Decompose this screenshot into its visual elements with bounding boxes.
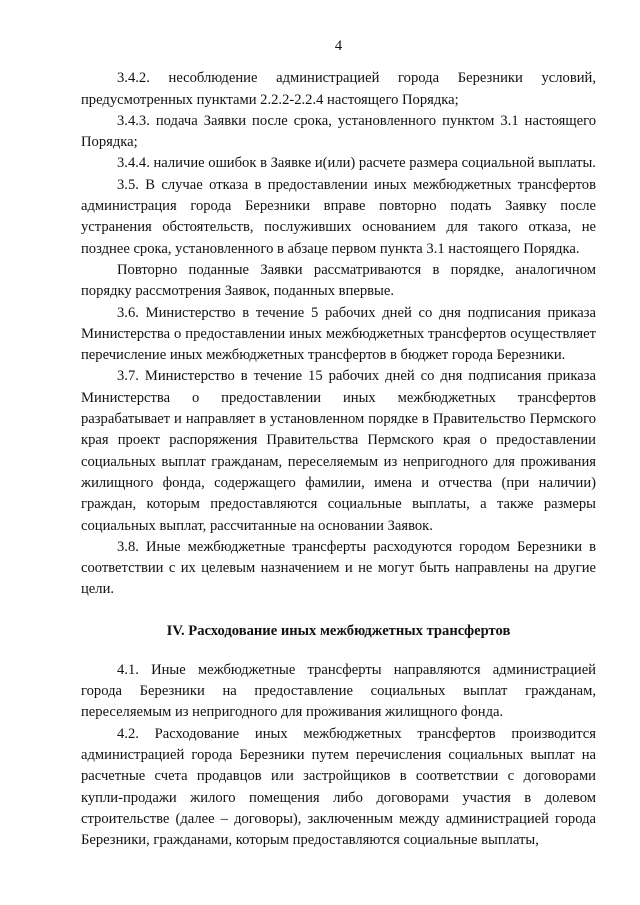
paragraph-resubmission: Повторно поданные Заявки рассматриваются в порядке, аналогичном порядку рассмотрения Заявок, поданных впервые. bbox=[81, 261, 596, 300]
paragraph-3-5: 3.5. В случае отказа в предоставлении иных межбюджетных трансфертов администрация города Березники вправе повторно подать Заявку после устранения обстоятельств, послуживших основанием для такого отказа, не позднее срока, установленного в абзаце первом пункта 3.1 настоящего Порядка. bbox=[81, 176, 596, 257]
paragraph-3-6: 3.6. Министерство в течение 5 рабочих дней со дня подписания приказа Министерства о предоставлении иных межбюджетных трансфертов осуществляет перечисление иных межбюджетных трансфертов в бюджет города Березники. bbox=[81, 304, 596, 364]
paragraph-3-4-4: 3.4.4. наличие ошибок в Заявке и(или) расчете размера социальной выплаты. bbox=[117, 155, 596, 172]
section-heading: IV. Расходование иных межбюджетных трансфертов bbox=[166, 622, 511, 639]
paragraph-3-4-2: 3.4.2. несоблюдение администрацией города Березники условий, предусмотренных пунктами 2.2.2-2.2.4 настоящего Порядка; bbox=[81, 70, 596, 108]
paragraph-3-4-3: 3.4.3. подача Заявки после срока, установленного пунктом 3.1 настоящего Порядка; bbox=[81, 112, 596, 151]
page-number: 4 bbox=[334, 38, 343, 54]
paragraph-4-1: 4.1. Иные межбюджетные трансферты направляются администрацией города Березники на предоставление социальных выплат гражданам, переселяемым из непригодного для проживания жилищного фонда. bbox=[81, 661, 596, 721]
paragraph-3-8: 3.8. Иные межбюджетные трансферты расходуются городом Березники в соответствии с их целевым назначением и не могут быть направлены на другие цели. bbox=[81, 538, 596, 598]
paragraph-3-7: 3.7. Министерство в течение 15 рабочих дней со дня подписания приказа Министерства о предоставлении иных межбюджетных трансфертов разрабатывает и направляет в установленном порядке в Правительство Пермского края проект распоряжения Правительства Пермского края о предоставлении социальных выплат гражданам, переселяемым из непригодного для проживания жилищного фонда, содержащего фамилии, имена и отчества (при наличии) граждан, которым предоставляются социальные выплаты, а также размеры социальных выплат, рассчитанные на основании Заявок. bbox=[81, 368, 596, 534]
paragraph-4-2: 4.2. Расходование иных межбюджетных трансфертов производится администрацией города Березники путем перечисления социальных выплат на расчетные счета продавцов или застройщиков в соответствии с договорами купли-продажи жилого помещения либо договорами участия в долевом строительстве (далее – договоры), заключенным между администрацией города Березники, гражданами, которым предоставляются социальные выплаты, bbox=[81, 725, 596, 849]
